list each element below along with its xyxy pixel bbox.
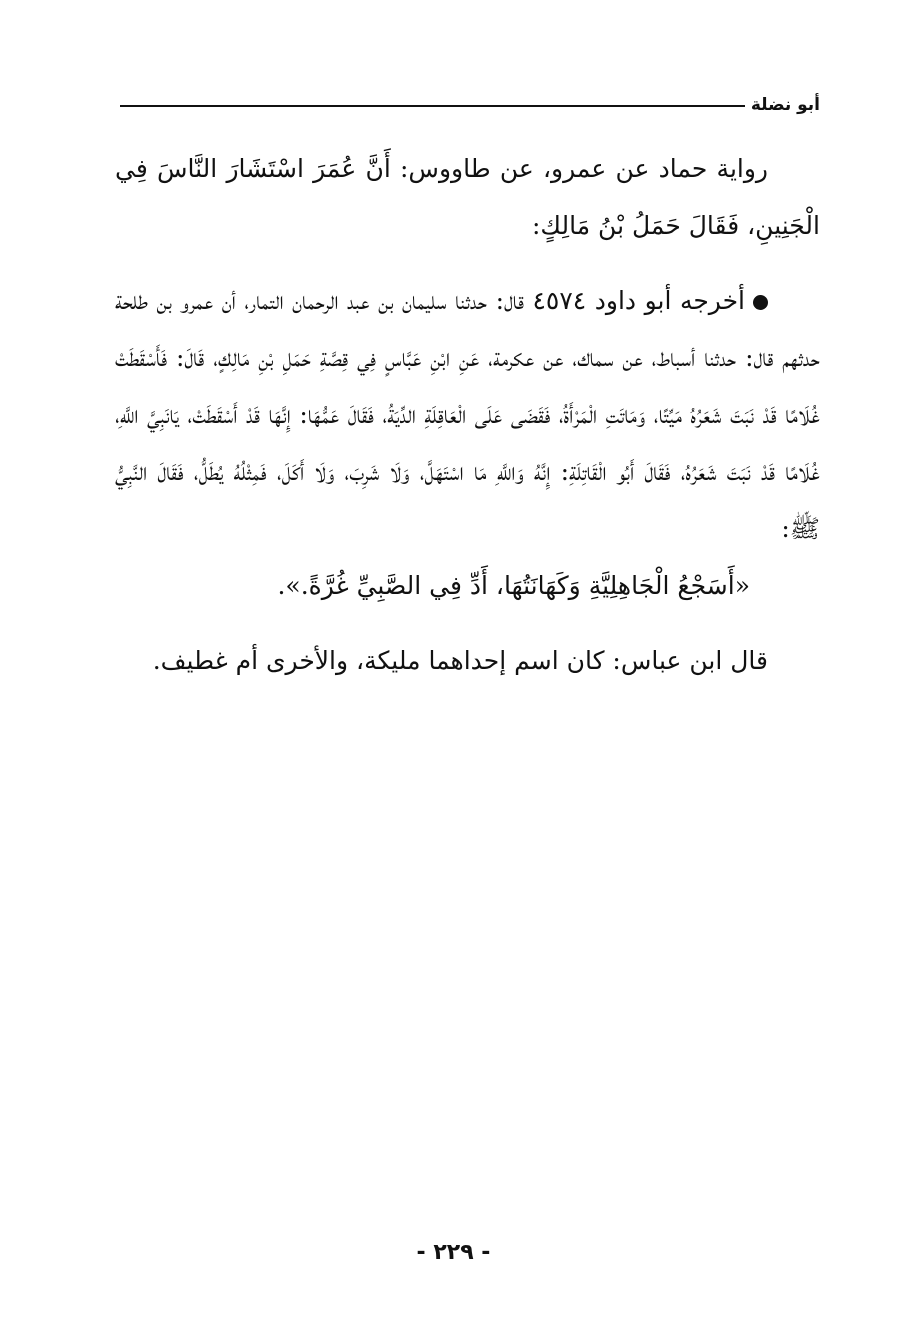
header-title: أبو نضلة [750,95,820,115]
page-number: - ٢٢٩ - [416,1240,491,1265]
paragraph-takhrij-text: أخرجه أبو داود ٤٥٧٤ قال: حدثنا سليمان بن عبد الرحمان التمار، أن عمرو بن طلحة حدثهم قال: حدثنا أسباط، عن سماك، عن عكرمة، عَنِ ابْنِ عَبَّاسٍ فِي قِصَّةِ حَمَلِ بْنِ مَالِكٍ، قَالَ: فَأَسْقَطَتْ غُلَامًا قَدْ نَبَتَ شَعَرُهُ مَيِّتًا، وَمَاتَتِ الْمَرْأَةُ، فَقَضَى عَلَى الْعَاقِلَةِ الدِّيَةُ، فَقَالَ عَمُّهَا: إِنَّهَا قَدْ أَسْقَطَتْ، يَانَبِيَّ اللَّهِ، غُلَامًا قَدْ نَبَتَ شَعَرُهُ، فَقَالَ أَبُو الْقَاتِلَةِ: إِنَّهُ وَاللَّهِ مَا اسْتَهَلَّ، وَلَا شَرِبَ، وَلَا أَكَلَ، فَمِثْلُهُ يُطَلُّ، فَقَالَ النَّبِيُّ ﷺ: [115,286,820,543]
hadith-quote: «أَسَجْعُ الْجَاهِلِيَّةِ وَكَهَانَتُهَا، أَدِّ فِي الصَّبِيِّ غُرَّةً.». [277,571,750,600]
header-rule [120,105,745,107]
paragraph-narration: رواية حماد عن عمرو، عن طاووس: أَنَّ عُمَرَ اسْتَشَارَ النَّاسَ فِي الْجَنِينِ، فَقَالَ حَمَلُ بْنُ مَالِكٍ: [115,154,820,240]
running-header [120,86,820,116]
paragraph-takhrij [115,272,820,557]
bullet-icon [753,295,768,310]
body-text [115,140,820,689]
paragraph-ibn-abbas: قال ابن عباس: كان اسم إحداهما مليكة، والأخرى أم غطيف. [152,646,768,675]
